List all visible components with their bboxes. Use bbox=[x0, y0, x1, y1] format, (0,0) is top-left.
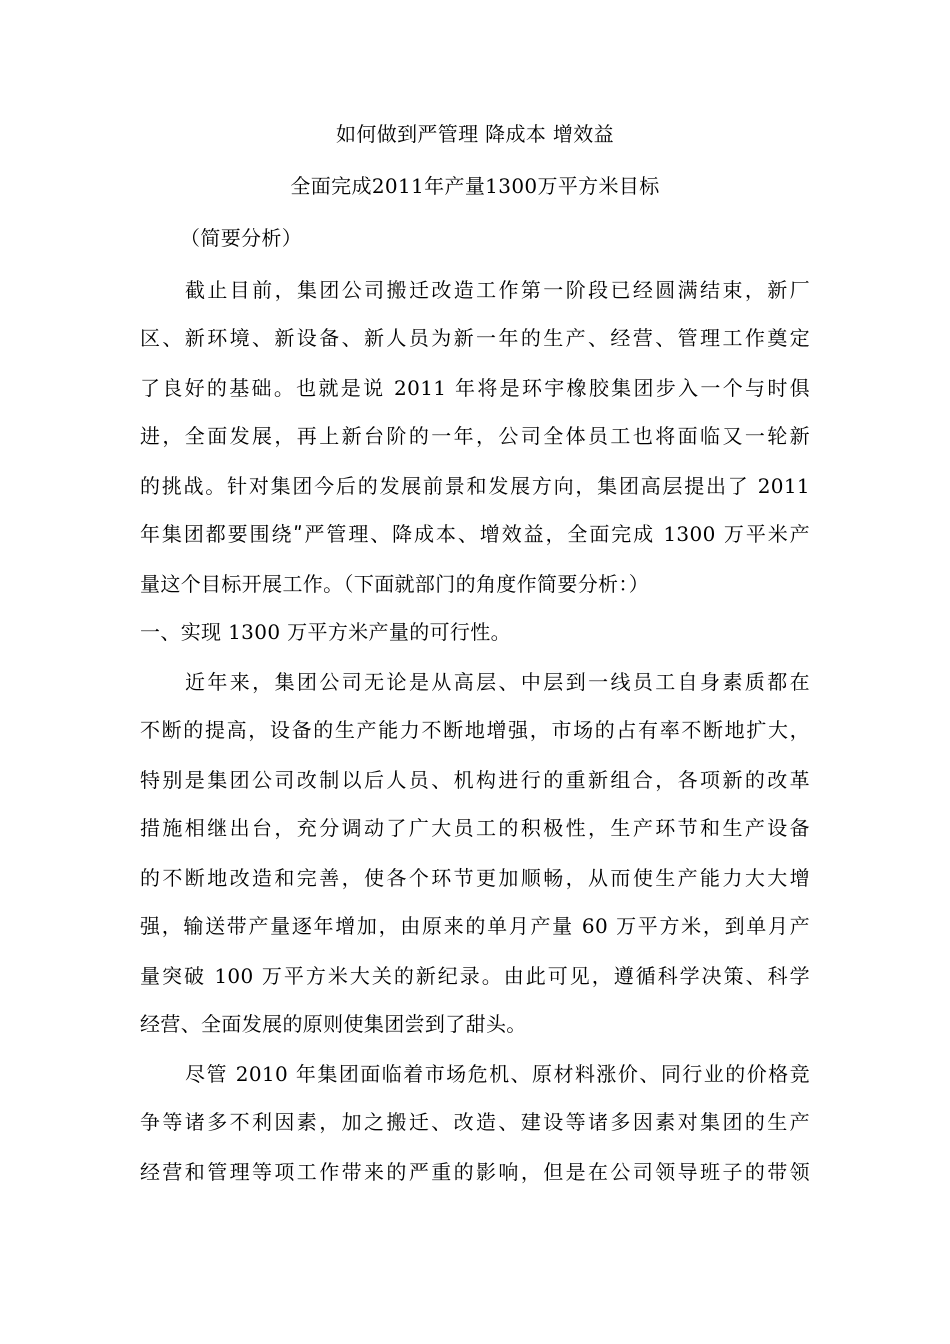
doc-note: （简要分析） bbox=[180, 226, 303, 250]
paragraph-2-line: 措施相继出台，充分调动了广大员工的积极性，生产环节和生产设备 bbox=[140, 816, 810, 840]
paragraph-2-line: 的不断地改造和完善，使各个环节更加顺畅，从而使生产能力大大增 bbox=[140, 866, 810, 890]
paragraph-1-line: 区、新环境、新设备、新人员为新一年的生产、经营、管理工作奠定 bbox=[140, 326, 810, 350]
paragraph-1-line: 年集团都要围绕ʺ严管理、降成本、增效益，全面完成 1300 万平米产 bbox=[140, 522, 810, 546]
paragraph-2-line: 不断的提高，设备的生产能力不断地增强，市场的占有率不断地扩大， bbox=[140, 718, 810, 742]
paragraph-1-line: 了良好的基础。也就是说 2011 年将是环宇橡胶集团步入一个与时俱 bbox=[140, 376, 810, 400]
paragraph-2-line: 强，输送带产量逐年增加，由原来的单月产量 60 万平方米，到单月产 bbox=[140, 914, 810, 938]
paragraph-2-line: 近年来，集团公司无论是从高层、中层到一线员工自身素质都在 bbox=[185, 670, 810, 694]
doc-subtitle: 全面完成2011年产量1300万平方米目标 bbox=[290, 174, 660, 198]
paragraph-1-line: 截止目前，集团公司搬迁改造工作第一阶段已经圆满结束，新厂 bbox=[185, 278, 810, 302]
paragraph-2-line: 特别是集团公司改制以后人员、机构进行的重新组合，各项新的改革 bbox=[140, 768, 810, 792]
paragraph-1-line: 进，全面发展，再上新台阶的一年，公司全体员工也将面临又一轮新 bbox=[140, 424, 810, 448]
paragraph-1-line: 量这个目标开展工作。（下面就部门的角度作简要分析：） bbox=[140, 572, 650, 596]
paragraph-2-line: 量突破 100 万平方米大关的新纪录。由此可见，遵循科学决策、科学 bbox=[140, 964, 810, 988]
doc-title: 如何做到严管理 降成本 增效益 bbox=[336, 122, 614, 146]
paragraph-3-line: 争等诸多不利因素，加之搬迁、改造、建设等诸多因素对集团的生产 bbox=[140, 1110, 810, 1134]
paragraph-3-line: 尽管 2010 年集团面临着市场危机、原材料涨价、同行业的价格竞 bbox=[185, 1062, 810, 1086]
section-heading: 一、实现 1300 万平方米产量的可行性。 bbox=[140, 620, 511, 644]
paragraph-3-line: 经营和管理等项工作带来的严重的影响，但是在公司领导班子的带领 bbox=[140, 1160, 810, 1184]
paragraph-2-line: 经营、全面发展的原则使集团尝到了甜头。 bbox=[140, 1012, 527, 1036]
paragraph-1-line: 的挑战。针对集团今后的发展前景和发展方向，集团高层提出了 2011 bbox=[140, 474, 810, 498]
